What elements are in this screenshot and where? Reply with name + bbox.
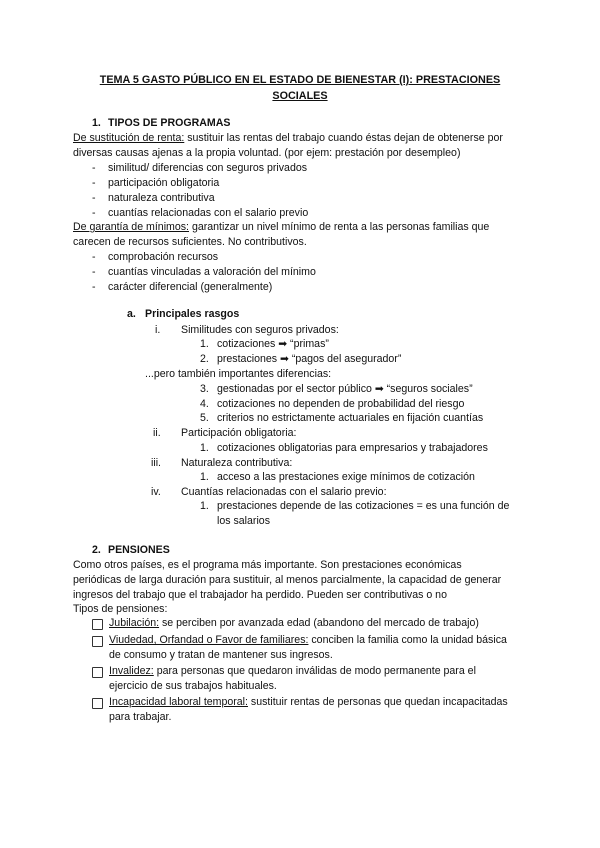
list-item: carácter diferencial (generalmente): [108, 281, 273, 293]
section-2-number: 2.: [92, 544, 101, 556]
list-item: naturaleza contributiva: [108, 192, 215, 204]
title-line-2: SOCIALES: [272, 90, 328, 102]
pension-type-continuation: de consumo y tratan de mantener sus ingresos.: [109, 649, 333, 661]
garantia-paragraph-line-2: carecen de recursos suficientes. No contributivos.: [73, 236, 307, 248]
list-dash: -: [92, 177, 96, 189]
list-item: similitud/ diferencias con seguros privados: [108, 162, 308, 174]
pension-type-label: Incapacidad laboral temporal:: [109, 696, 248, 708]
pension-type-line: [109, 616, 479, 631]
pension-type-continuation: para trabajar.: [109, 711, 172, 723]
pension-type-label: Invalidez:: [109, 665, 154, 677]
checkbox[interactable]: [92, 636, 103, 647]
list-dash: -: [92, 192, 96, 204]
pension-type-continuation: ejercicio de sus trabajos habituales.: [109, 680, 277, 692]
sustitucion-text: sustituir las rentas del trabajo cuando éstas dejan de obtenerse por: [184, 132, 503, 144]
item-number: 4.: [200, 398, 209, 410]
document-title: [60, 72, 540, 104]
pensiones-paragraph-line-3: ingresos del trabajo que el trabajador ha perdido. Pueden ser contributivas o no: [73, 589, 447, 601]
section-2-heading: PENSIONES: [108, 544, 170, 556]
garantia-paragraph-line-1: [73, 220, 489, 235]
list-dash: -: [92, 207, 96, 219]
subsection-a-letter: a.: [127, 308, 136, 320]
garantia-text: garantizar un nivel mínimo de renta a las personas familias que: [189, 221, 490, 233]
roman-numeral: ii.: [153, 427, 161, 439]
rasgo-item: gestionadas por el sector público ➡ “seguros sociales”: [217, 383, 473, 395]
section-1-heading: TIPOS DE PROGRAMAS: [108, 117, 231, 129]
sustitucion-label: De sustitución de renta:: [73, 132, 185, 144]
list-item: participación obligatoria: [108, 177, 220, 189]
rasgo-heading: Cuantías relacionadas con el salario previo:: [181, 486, 387, 498]
pensiones-paragraph-line-1: Como otros países, es el programa más importante. Son prestaciones económicas: [73, 559, 462, 571]
rasgo-item: prestaciones depende de las cotizaciones = es una función de: [217, 500, 510, 512]
rasgo-item: cotizaciones no dependen de probabilidad del riesgo: [217, 398, 465, 410]
title-line-1: TEMA 5 GASTO PÚBLICO EN EL ESTADO DE BIENESTAR (I): PRESTACIONES: [99, 74, 501, 86]
pension-type-text: sustituir rentas de personas que quedan incapacitadas: [247, 696, 508, 708]
subsection-a-heading: Principales rasgos: [145, 308, 240, 320]
rasgo-heading: Naturaleza contributiva:: [181, 457, 293, 469]
rasgo-heading: Participación obligatoria:: [181, 427, 297, 439]
rasgo-item: cotizaciones obligatorias para empresarios y trabajadores: [217, 442, 488, 454]
list-dash: -: [92, 251, 96, 263]
checkbox[interactable]: [92, 698, 103, 709]
item-number: 1.: [200, 442, 209, 454]
list-item: cuantías vinculadas a valoración del mínimo: [108, 266, 316, 278]
rasgo-item: cotizaciones ➡ “primas”: [217, 338, 329, 350]
pero-line: ...pero también importantes diferencias:: [145, 368, 332, 380]
list-item: comprobación recursos: [108, 251, 219, 263]
item-number: 3.: [200, 383, 209, 395]
rasgo-item: prestaciones ➡ “pagos del asegurador”: [217, 353, 402, 365]
list-dash: -: [92, 266, 96, 278]
list-item: cuantías relacionadas con el salario previo: [108, 207, 309, 219]
pension-type-line: [109, 664, 476, 679]
pensiones-paragraph-line-4: Tipos de pensiones:: [73, 603, 168, 615]
section-1-number: 1.: [92, 117, 101, 129]
pension-type-text: para personas que quedaron inválidas de modo permanente para el: [153, 665, 476, 677]
item-number: 1.: [200, 338, 209, 350]
list-dash: -: [92, 162, 96, 174]
rasgo-item: acceso a las prestaciones exige mínimos de cotización: [217, 471, 475, 483]
roman-numeral: iii.: [151, 457, 162, 469]
garantia-label: De garantía de mínimos:: [73, 221, 189, 233]
rasgo-item: criterios no estrictamente actuariales en fijación cuantías: [217, 412, 484, 424]
rasgo-item-continuation: los salarios: [217, 515, 270, 527]
pension-type-text: conciben la familia como la unidad básica: [308, 634, 507, 646]
sustitucion-paragraph-line-1: [73, 131, 503, 146]
sustitucion-paragraph-line-2: diversas causas ajenas a la propia voluntad. (por ejem: prestación por desempleo): [73, 147, 461, 159]
roman-numeral: i.: [155, 324, 161, 336]
item-number: 1.: [200, 500, 209, 512]
list-dash: -: [92, 281, 96, 293]
item-number: 1.: [200, 471, 209, 483]
roman-numeral: iv.: [151, 486, 161, 498]
pension-type-line: [109, 633, 507, 648]
checkbox[interactable]: [92, 619, 103, 630]
checkbox[interactable]: [92, 667, 103, 678]
item-number: 2.: [200, 353, 209, 365]
item-number: 5.: [200, 412, 209, 424]
pension-type-label: Viudedad, Orfandad o Favor de familiares:: [109, 634, 309, 646]
pensiones-paragraph-line-2: periódicas de larga duración para sustituir, al menos parcialmente, la capacidad de generar: [73, 574, 502, 586]
pension-type-line: [109, 695, 508, 710]
pension-type-text: se perciben por avanzada edad (abandono del mercado de trabajo): [159, 617, 479, 629]
rasgo-heading: Similitudes con seguros privados:: [181, 324, 339, 336]
pension-type-label: Jubilación:: [109, 617, 160, 629]
